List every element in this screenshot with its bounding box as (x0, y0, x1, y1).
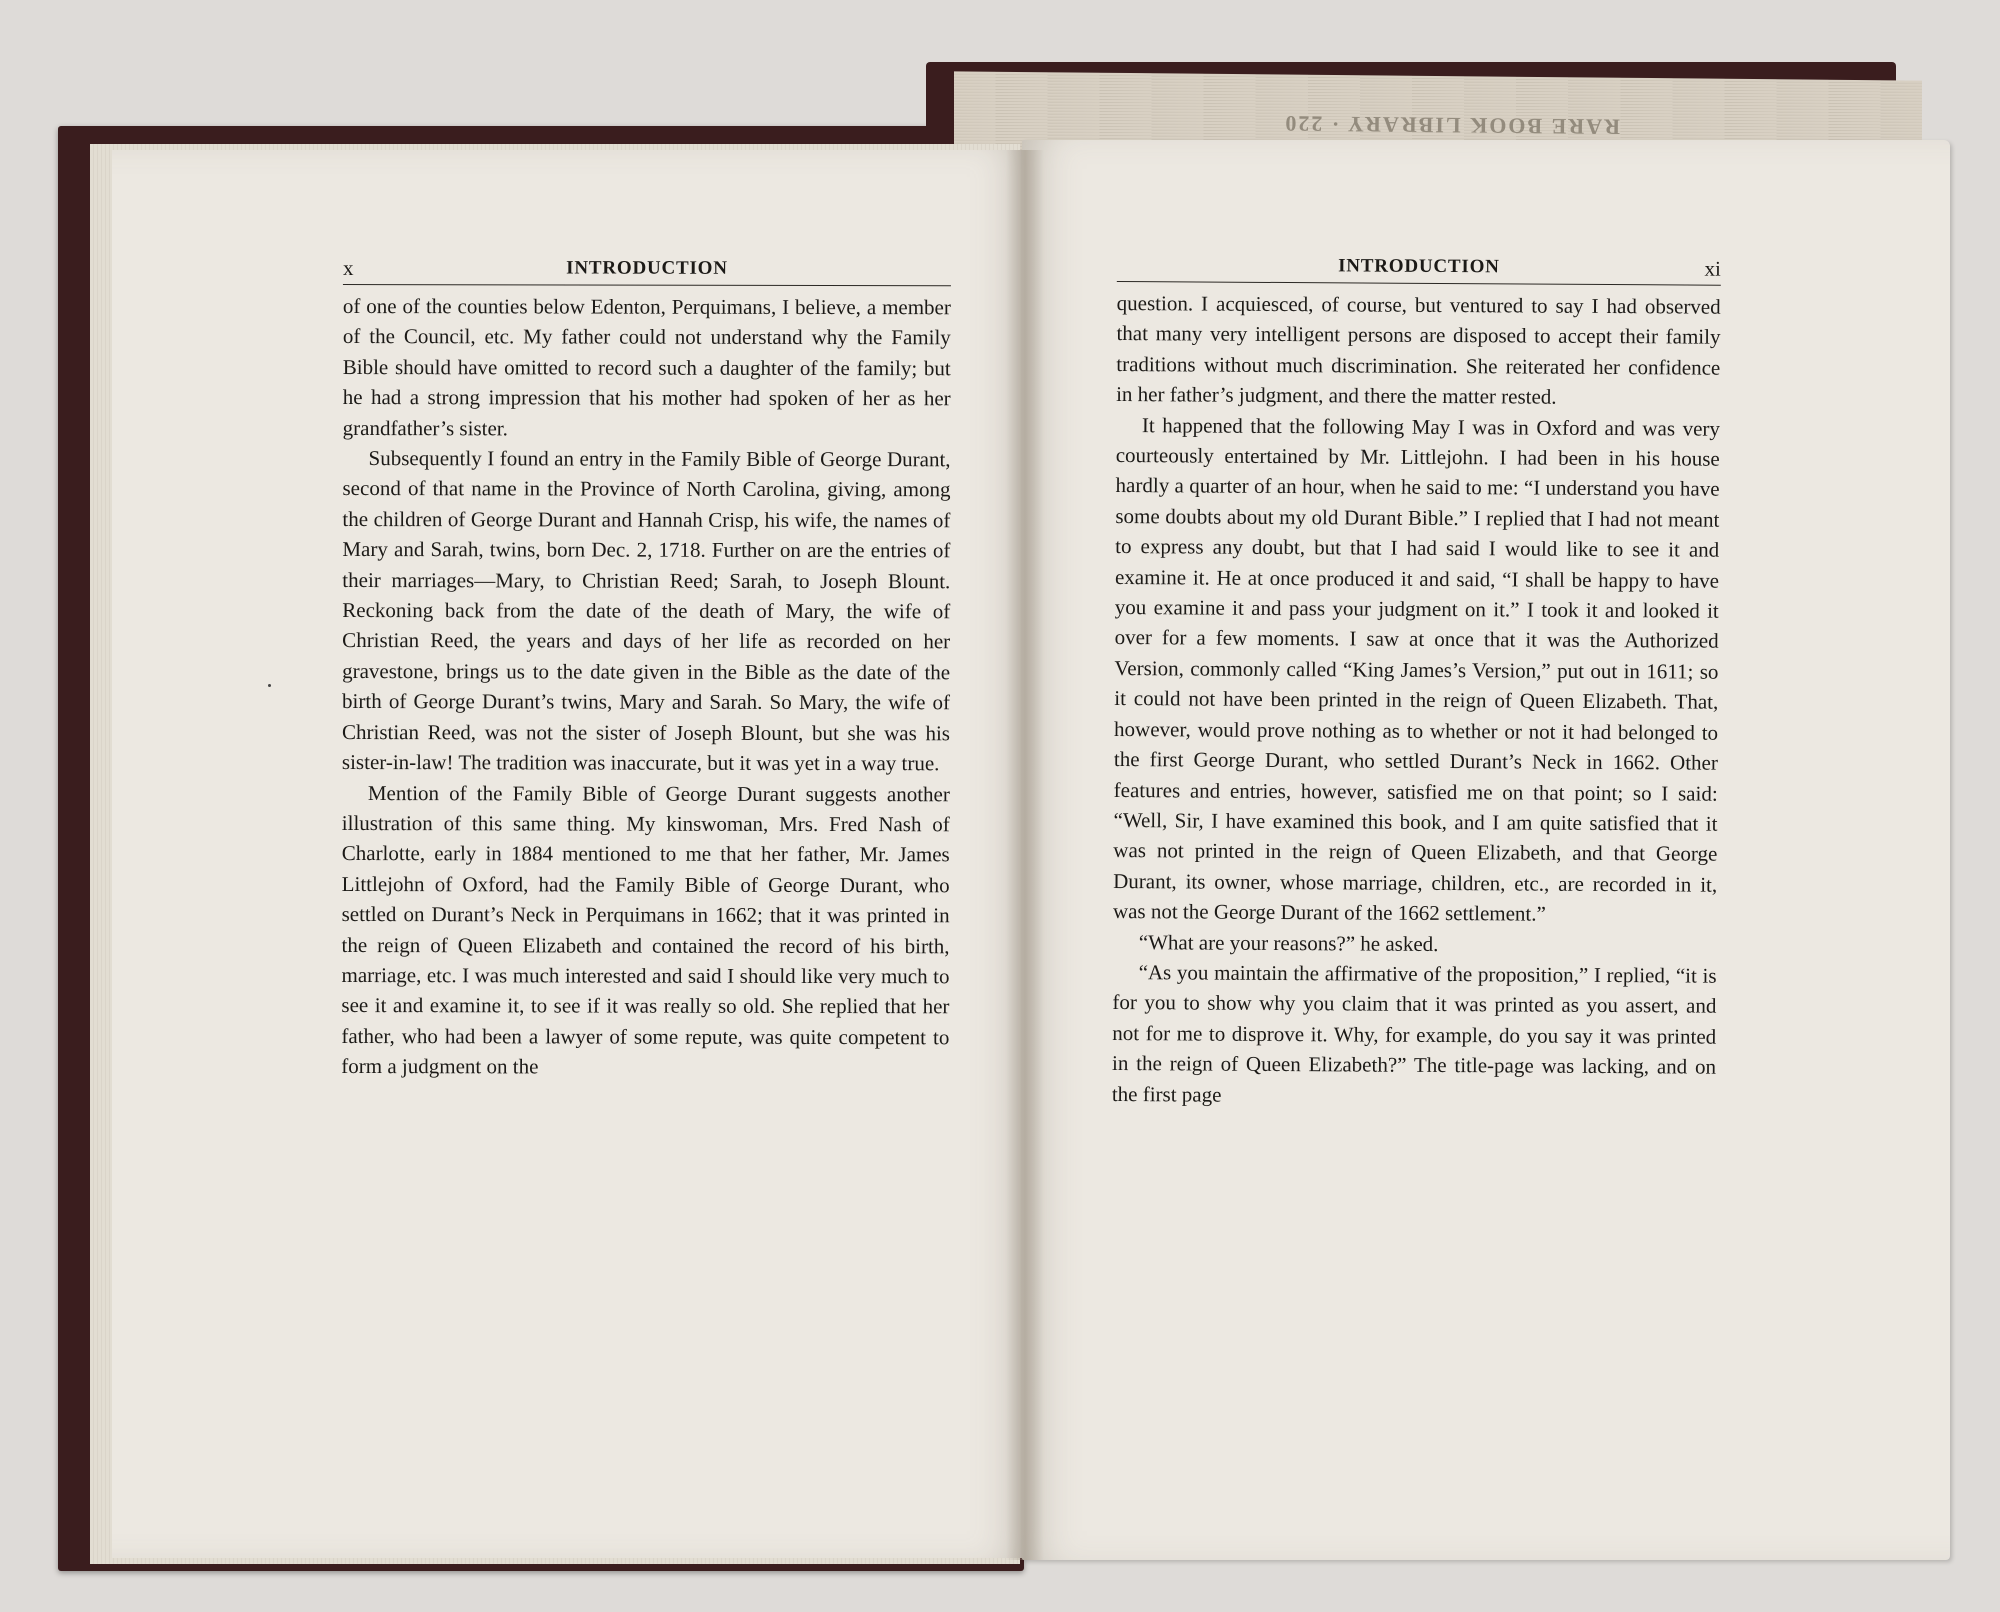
right-page-header (1117, 253, 1721, 286)
right-page-text (1112, 253, 1721, 1113)
running-title-right: INTRODUCTION (1338, 255, 1500, 278)
left-page-text (341, 256, 951, 1083)
edge-stamp: RARE BOOK LIBRARY · 220 (1283, 111, 1621, 140)
paragraph: Subsequently I found an entry in the Family Bible of George Durant, second of that name in the Province of North Carolina, giving, among the children of George Durant and Hannah Crisp, his wife, the names of Mary and Sarah, twins, born Dec. 2, 1718. Further on are the entries of their marriages—Mary, to Christian Reed; Sarah, to Joseph Blount. Reckoning back from the date of the death of Mary, the wife of Christian Reed, the years and days of her life as recorded on her gravestone, brings us to the date given in the Bible as the date of the birth of George Durant’s twins, Mary and Sarah. So Mary, the wife of Christian Reed, was not the sister of Joseph Blount, but she was his sister-in-law! The tradition was inaccurate, but it was yet in a way true. (341, 446, 951, 776)
paragraph: Mention of the Family Bible of George Durant suggests another illustration of this same thing. My kinswoman, Mrs. Fred Nash of Charlotte, early in 1884 mentioned to me that her father, Mr. James Littlejohn of Oxford, had the Family Bible of George Durant, who settled on Durant’s Neck in Perquimans in 1662; that it was printed in the reign of Queen Elizabeth and contained the record of his birth, marriage, etc. I was much interested and said I should like very much to see it and examine it, to see if it was really so old. She replied that her father, who had been a lawyer of some repute, was quite competent to form a judgment on the (341, 780, 950, 1079)
left-page-header (343, 256, 951, 286)
page-number-right: xi (1704, 256, 1721, 281)
paragraph: “As you maintain the affirmative of the proposition,” I replied, “it is for you to show why you claim that it was printed as you assert, and not for me to disprove it. Why, for example, do you say it was printed in the reign of Queen Elizabeth?” The title-page was lacking, and on the first page (1111, 960, 1717, 1107)
running-title-left: INTRODUCTION (566, 257, 728, 279)
book-gutter (1006, 150, 1044, 1560)
paragraph: of one of the counties below Edenton, Perquimans, I believe, a member of the Council, etc. My father could not understand why the Family Bible should have omitted to record such a daughter of the family; but he had a strong impression that his mother had spoken of her as her grandfather’s sister. (342, 293, 951, 440)
paper-speck (268, 684, 271, 687)
paragraph: “What are your reasons?” he asked. (1138, 929, 1439, 956)
page-number-left: x (342, 256, 354, 281)
paragraph: It happened that the following May I was in Oxford and was very courteously entertained by Mr. Littlejohn. I had been in his house hardly a quarter of an hour, when he said to me: “I understand you have some doubts about my old Durant Bible.” I replied that I had not meant to express any doubt, but that I had said I would like to see it and examine it. He at once produced it and said, “I shall be happy to have you examine it and pass your judgment on it.” I took it and looked it over for a few moments. I saw at once that it was the Authorized Version, commonly called “King James’s Version,” put out in 1611; so it could not have been printed in the reign of Queen Elizabeth. That, however, would prove nothing as to whether or not it had belonged to the first George Durant, who settled Durant’s Neck in 1662. Other features and entries, however, satisfied me on that point; so I said: “Well, Sir, I have examined this book, and I am quite satisfied that it was not printed in the reign of Queen Elizabeth, and that George Durant, its owner, whose marriage, children, etc., are recorded in it, was not the George Durant of the 1662 settlement.” (1112, 412, 1721, 926)
paragraph: question. I acquiesced, of course, but ventured to say I had observed that many very intelligent persons are disposed to accept their family traditions without much discrimination. She reiterated her confidence in her father’s judgment, and there the matter rested. (1116, 290, 1721, 409)
